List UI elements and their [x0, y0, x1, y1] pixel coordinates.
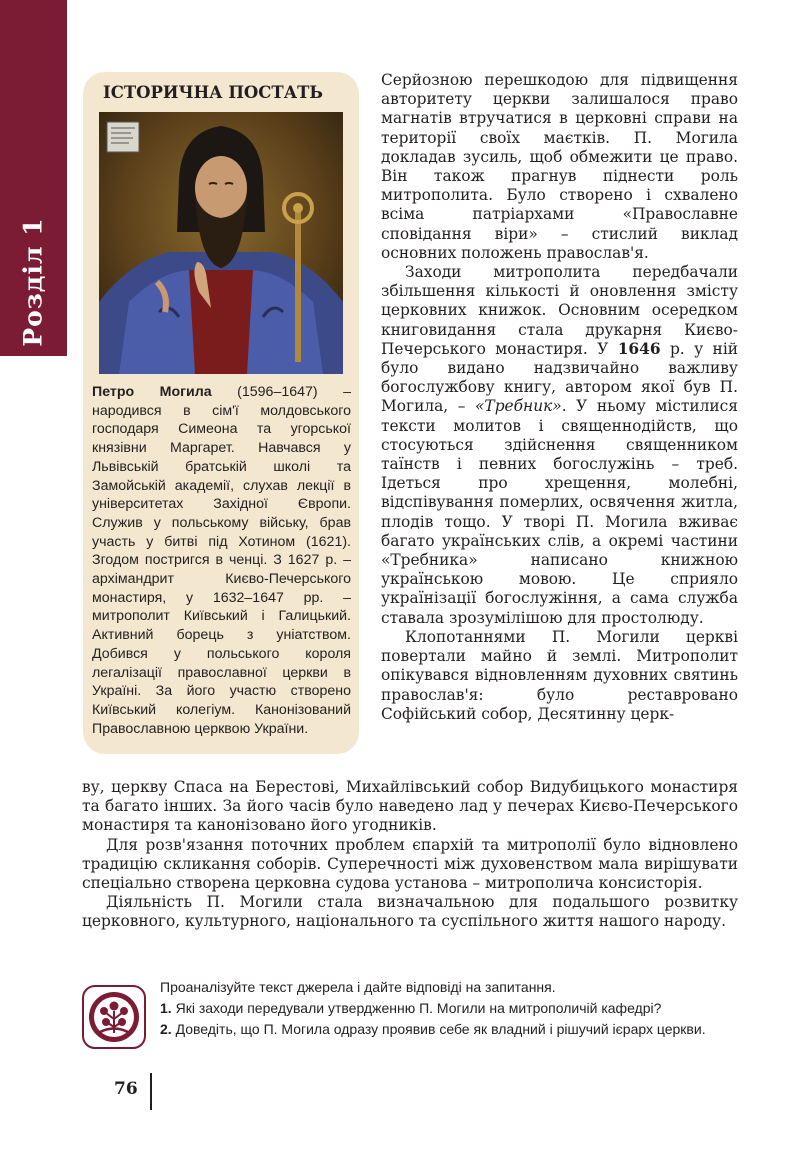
biography-text: [92, 383, 351, 738]
paragraph-5: Діяльність П. Могили стала визначальною для подальшого розвитку церковного, культурного, національного та суспільного життя нашого народу.: [82, 893, 738, 931]
bio-name: Петро Могила: [92, 384, 212, 400]
bio-body: (1596–1647) – народився в сім'ї молдовського господаря Симеона та угорської князівни Маргарет. Навчався у Львівській братській школі та Замойській академії, слухав лекції в університетах Західної Європи. Служив у польському війську, брав участь у битві під Хотином (1621). Згодом постригся в ченці. З 1627 р. – архімандрит Києво-Печерського монастиря, у 1632–1647 рр. – митрополит Київський і Галицький. Активний борець з уніатством. Добився у польського короля легалізації православної церкви в Україні. За його участю створено Київський колегіум. Канонізований Православною церквою України.: [92, 384, 351, 737]
historical-figure-box: [83, 72, 359, 754]
main-column: [381, 71, 738, 724]
portrait-image: [99, 112, 343, 374]
paragraph-4: Для розв'язання поточних проблем єпархій та митрополії було відновлено традицію скликання соборів. Суперечності між духовенством мала вирішувати спеціально створена церковна судова установа – митрополича консисторія.: [82, 835, 738, 893]
task-block: [160, 978, 745, 1041]
page-number: 76: [114, 1079, 138, 1099]
chapter-label: Розділ 1: [18, 217, 48, 347]
paragraph-1: Серйозною перешкодою для підвищення авторитету церкви залишалося право магнатів втручатися в церковні справи на території своїх маєтків. П. Могила докладав зусиль, щоб обмежити це право. Він також прагнув піднести роль митрополита. Було створено і схвалено всіма патріархами «Православне сповідання віри» – стислий виклад основних положень православ'я.: [381, 71, 738, 262]
task-question-1: 1. Які заходи передували утвердженню П. Могили на митрополичій кафедрі?: [160, 1000, 662, 1016]
task-question-2: 2. Доведіть, що П. Могила одразу проявив себе як владний і рішучий ієрарх церкви.: [160, 1021, 706, 1037]
page-number-divider: [150, 1073, 152, 1110]
paragraph-3-start: Клопотаннями П. Могили церкві повертали майно й землі. Митрополит опікувався відновленням духовних святинь православ'я: було реставровано Софійський собор, Десятинну церк-: [381, 627, 738, 723]
paragraph-2: Заходи митрополита передбачали збільшення кількості й оновлення змісту церковних книжок. Основним осередком книговидання стала друкарня Києво-Печерського монастиря. У 1646 р. у ній було видано надзвичайно важливу богослужбову книгу, автором якої був П. Могила, – «Требник». У ньому містилися тексти молитов і священнодійств, що стосуються здійснення священником таїнств і певних богослужінь – треб. Ідеться про хрещення, молебні, відспівування померлих, освячення житла, плодів тощо. У творі П. Могила вживає багато українських слів, а окремі частини «Требника» написано книжною українською мовою. Це сприяло українізації богослужіння, а сама служба ставала зрозумілішою для простолюду.: [381, 263, 738, 627]
task-intro: Проаналізуйте текст джерела і дайте відповіді на запитання.: [160, 979, 556, 995]
source-analysis-icon: [82, 985, 146, 1049]
paragraph-3-end: ву, церкву Спаса на Берестові, Михайлівський собор Видубицького монастиря та багато інших. За його часів було наведено лад у печерах Києво-Печерського монастиря та канонізовано його угодників.: [82, 778, 738, 835]
chapter-tab: [0, 0, 67, 356]
full-width-text: [82, 778, 738, 932]
sidebox-title: ІСТОРИЧНА ПОСТАТЬ: [103, 83, 324, 102]
